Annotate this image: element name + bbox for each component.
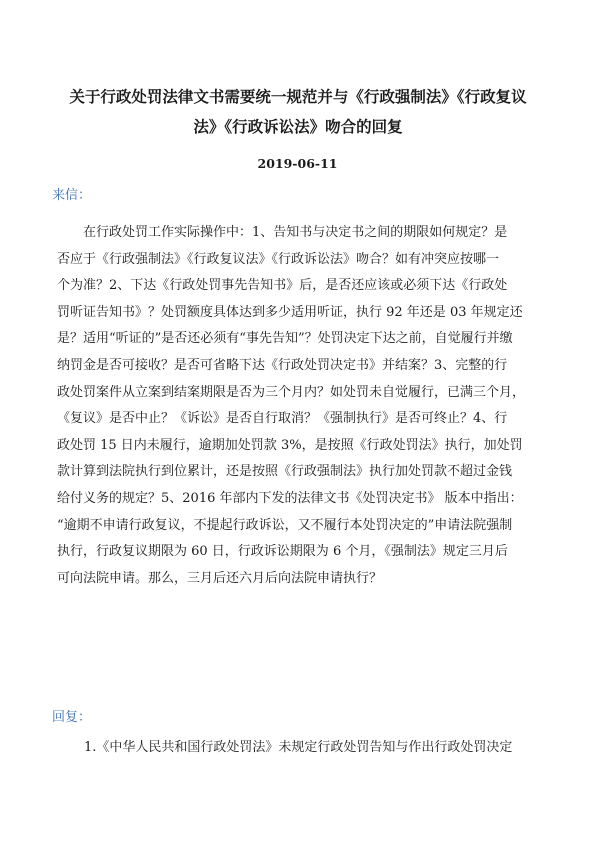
letter-line: 政处罚 15 日内未履行，逾期加处罚款 3%，是按照《行政处罚法》执行，加处罚 bbox=[57, 437, 523, 453]
letter-line: 可向法院申请。那么，三月后还六月后向法院申请执行？ bbox=[57, 570, 383, 586]
letter-line: 罚听证告知书》？处罚额度具体达到多少适用听证，执行 92 年还是 03 年规定还 bbox=[57, 304, 523, 320]
letter-line: “逾期不申请行政复议，不提起行政诉讼，又不履行本处罚决定的”申请法院强制 bbox=[57, 517, 513, 533]
letter-line: 政处罚案件从立案到结案期限是否为三个月内？如处罚未自觉履行，已满三个月， bbox=[57, 384, 526, 400]
letter-line: 《复议》是否中止？《诉讼》是否自行取消？《强制执行》是否可终止？4、行 bbox=[57, 411, 508, 427]
reply-line: 1.《中华人民共和国行政处罚法》未规定行政处罚告知与作出行政处罚决定 bbox=[84, 740, 513, 755]
letter-line: 否应于《行政强制法》《行政复议法》《行政诉讼法》吻合？如有冲突应按哪一 bbox=[57, 251, 500, 267]
reply-label: 回复： bbox=[52, 710, 92, 725]
letter-line: 款计算到法院执行到位累计，还是按照《行政强制法》执行加处罚款不超过金钱 bbox=[57, 464, 513, 480]
document-title bbox=[48, 82, 548, 142]
letter-line: 个为准？2、下达《行政处罚事先告知书》后，是否还应该或必须下达《行政处 bbox=[57, 278, 508, 294]
reply-body bbox=[84, 735, 574, 762]
title-line-1: 关于行政处罚法律文书需要统一规范并与《行政强制法》《行政复议 bbox=[69, 88, 527, 106]
letter-label: 来信： bbox=[52, 188, 92, 203]
letter-line: 在行政处罚工作实际操作中：1、告知书与决定书之间的期限如何规定？是 bbox=[83, 225, 508, 240]
title-line-2: 法》《行政诉讼法》吻合的回复 bbox=[193, 118, 403, 136]
document-date: 2019-06-11 bbox=[257, 156, 338, 171]
letter-line: 给付义务的规定？5、2016 年部内下发的法律文书《处罚决定书》 版本中指出： bbox=[57, 490, 523, 506]
letter-line: 纳罚金是否可接收？是否可省略下达《行政处罚决定书》并结案？3、完整的行 bbox=[57, 357, 508, 373]
letter-body bbox=[57, 220, 547, 592]
letter-line: 是？适用“听证的”是否还必须有“事先告知”？处罚决定下达之前，自觉履行并缴 bbox=[57, 331, 513, 347]
letter-line: 执行，行政复议期限为 60 日，行政诉讼期限为 6 个月，《强制法》规定三月后 bbox=[57, 544, 508, 560]
